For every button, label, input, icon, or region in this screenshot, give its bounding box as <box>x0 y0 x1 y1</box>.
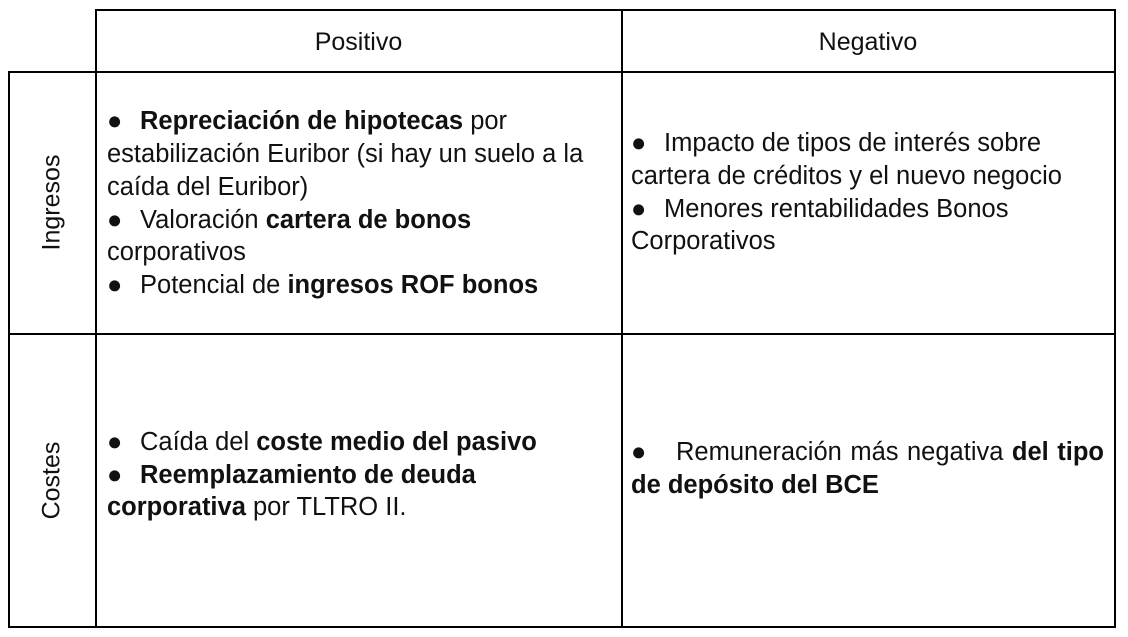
bullet-dot-icon: ● <box>631 438 647 467</box>
row-header-ingresos <box>8 72 96 333</box>
row-header-costes-label: Costes <box>37 441 66 519</box>
bullet-dot-icon: ● <box>631 129 647 158</box>
bullet-item <box>107 204 611 269</box>
bullet-text: por TLTRO II. <box>245 493 407 522</box>
cell-ingresos-positivo <box>97 72 621 333</box>
bullet-dot-icon: ● <box>107 427 123 456</box>
bullet-text-bold: del tipo de depósito del BCE <box>631 438 1104 499</box>
bullet-dot-icon: ● <box>631 194 647 223</box>
bullet-dot-icon: ● <box>107 205 123 234</box>
bullet-text-bold: ingresos ROF bonos <box>287 270 539 299</box>
bullet-item <box>107 269 611 302</box>
bullet-dot-icon: ● <box>107 107 123 136</box>
table-border-bottom <box>8 626 1116 628</box>
bullet-item <box>631 127 1104 192</box>
bullet-text: Menores rentabilidades Bonos Corporativos <box>631 194 1009 256</box>
bullet-text: Impacto de tipos de interés sobre cartera de créditos y el nuevo negocio <box>631 129 1062 190</box>
bullet-text: corporativos <box>107 238 246 267</box>
table-border-right <box>1114 9 1116 627</box>
bullet-item <box>107 105 611 203</box>
column-header-negativo: Negativo <box>818 27 918 56</box>
bullet-text-bold: Repreciación de hipotecas <box>140 107 464 136</box>
cell-ingresos-negativo <box>622 72 1114 333</box>
bullet-text: Valoración <box>140 205 266 234</box>
row-header-costes <box>8 334 96 626</box>
column-header-positivo: Positivo <box>314 27 403 56</box>
bullet-item <box>631 436 1104 501</box>
bullet-item <box>107 426 611 459</box>
bullet-text: Remuneración más negativa <box>676 438 1012 467</box>
cell-costes-positivo <box>97 334 621 626</box>
bullet-item <box>107 459 611 524</box>
row-header-ingresos-label: Ingresos <box>37 154 66 251</box>
bullet-text-bold: coste medio del pasivo <box>256 427 537 456</box>
bullet-item <box>631 193 1104 258</box>
bullet-text: Caída del <box>140 427 257 456</box>
bullet-text: Potencial de <box>140 270 288 299</box>
bullet-text-bold: Reemplazamiento de deuda corporativa <box>107 460 476 522</box>
bullet-text-bold: cartera de bonos <box>265 205 472 234</box>
cell-costes-negativo <box>622 334 1114 626</box>
bullet-dot-icon: ● <box>107 270 123 299</box>
bullet-dot-icon: ● <box>107 460 123 489</box>
bullet-text: por estabilización Euribor (si hay un suelo a la caída del Euribor) <box>107 107 584 201</box>
